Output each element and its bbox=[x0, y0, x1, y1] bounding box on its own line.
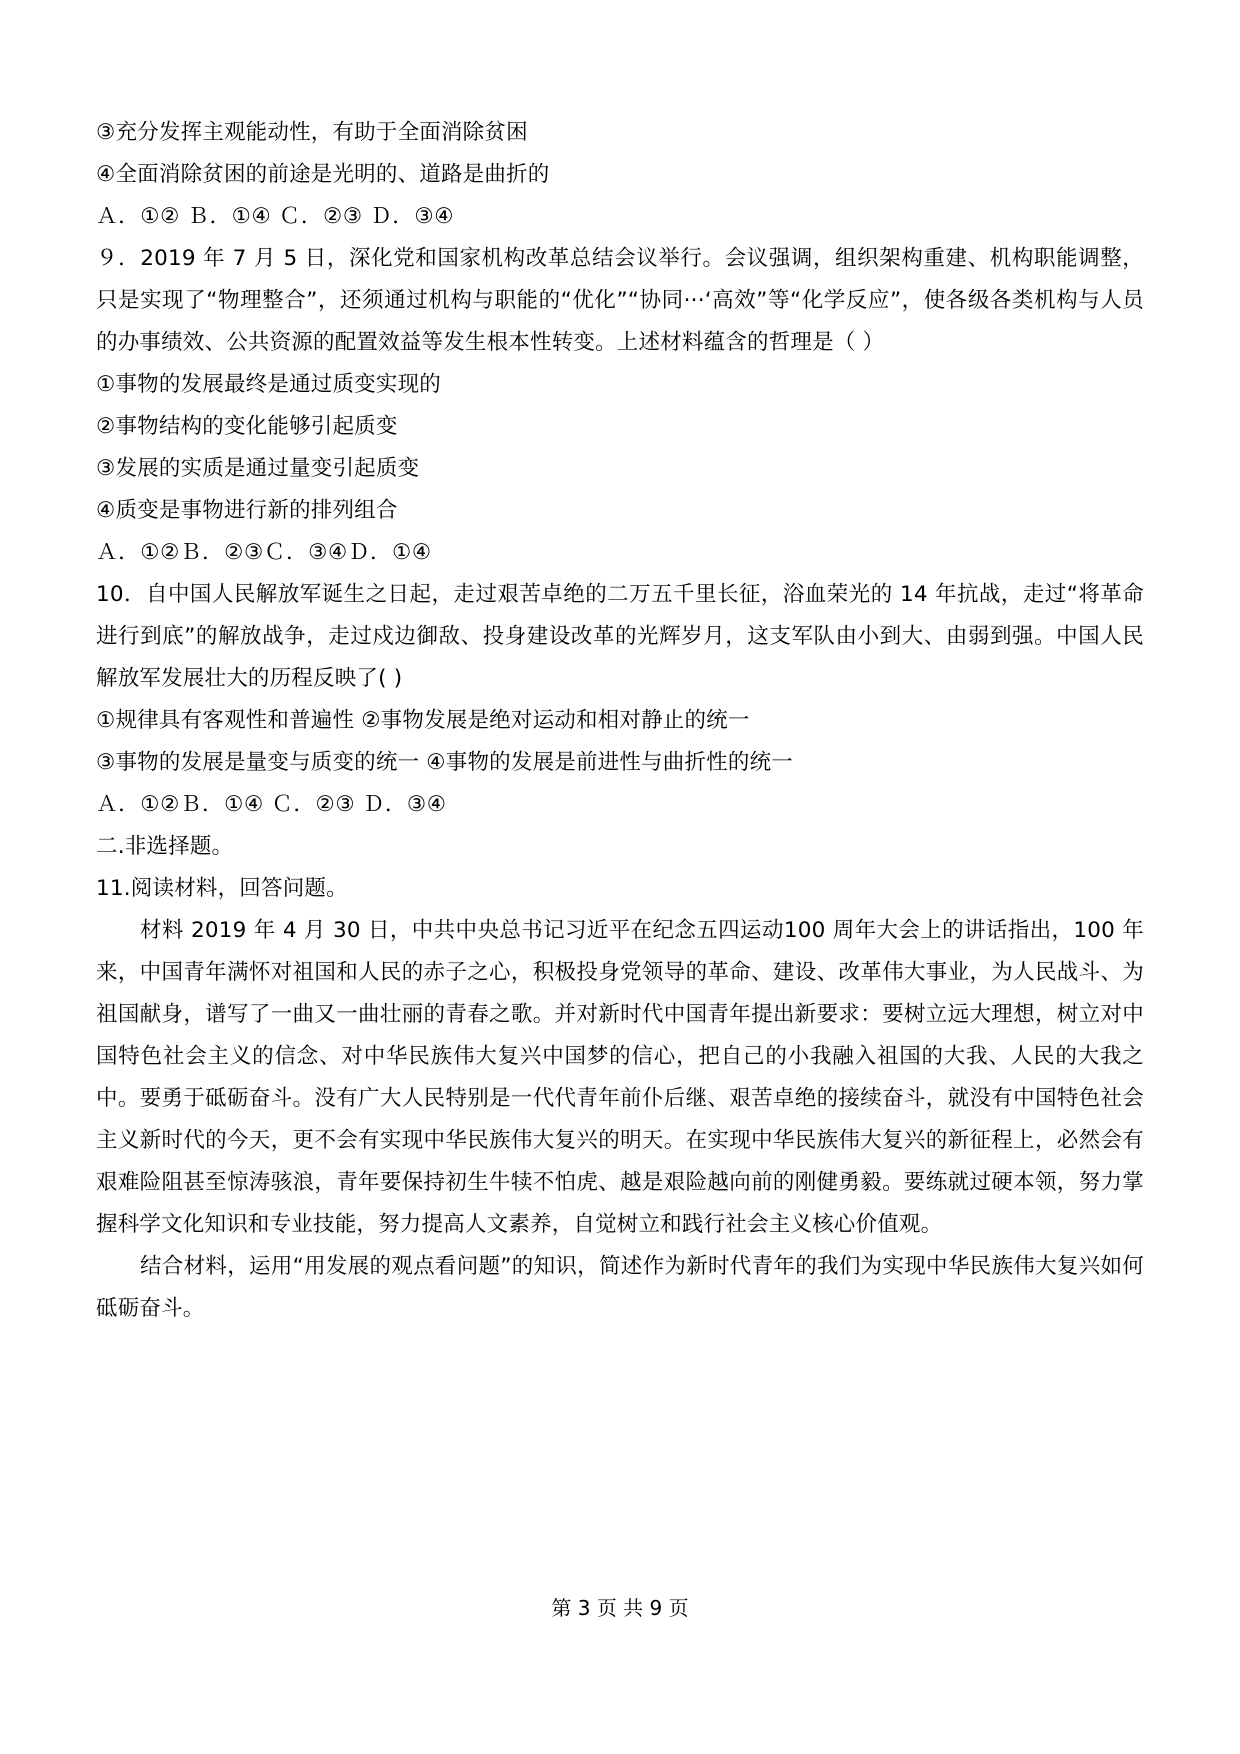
question-11-material: 材料 2019 年 4 月 30 日，中共中央总书记习近平在纪念五四运动100 周年大会上的讲话指出，100 年来，中国青年满怀对祖国和人民的赤子之心，积极投身党领导的革命、建设、改革伟大事业，为人民战斗、为祖国献身，谱写了一曲又一曲壮丽的青春之歌。并对新时代中国青年提出新要求：要树立远大理想，树立对中国特色社会主义的信念、对中华民族伟大复兴中国梦的信心，把自己的小我融入祖国的大我、人民的大我之中。要勇于砥砺奋斗。没有广大人民特别是一代代青年前仆后继、艰苦卓绝的接续奋斗，就没有中国特色社会主义新时代的今天，更不会有实现中华民族伟大复兴的明天。在实现中华民族伟大复兴的新征程上，必然会有艰难险阻甚至惊涛骇浪，青年要保持初生牛犊不怕虎、越是艰险越向前的刚健勇毅。要练就过硬本领，努力掌握科学文化知识和专业技能，努力提高人文素养，自觉树立和践行社会主义核心价值观。 bbox=[96, 918, 1144, 1237]
question-9-option-4: ④质变是事物进行新的排列组合 bbox=[96, 498, 398, 523]
question-8-option-4: ④全面消除贫困的前途是光明的、道路是曲折的 bbox=[96, 162, 550, 187]
question-9-answer-choices: Ａ．①②Ｂ．②③Ｃ．③④Ｄ．①④ bbox=[96, 540, 432, 565]
question-8-answer-choices: Ａ．①② Ｂ．①④ Ｃ．②③ Ｄ．③④ bbox=[96, 204, 455, 229]
question-9-stem: ９．2019 年 7 月 5 日，深化党和国家机构改革总结会议举行。会议强调，组织架构重建、机构职能调整，只是实现了“物理整合”，还须通过机构与职能的“优化”“协同···‘高效”等“化学反应”，使各级各类机构与人员的办事绩效、公共资源的配置效益等发生根本性转变。上述材料蕴含的哲理是（ ） bbox=[96, 246, 1144, 355]
question-10-options-1-2: ①规律具有客观性和普遍性 ②事物发展是绝对运动和相对静止的统一 bbox=[96, 708, 750, 733]
section-2-heading: 二.非选择题。 bbox=[96, 834, 234, 859]
question-9-option-1: ①事物的发展最终是通过质变实现的 bbox=[96, 372, 441, 397]
document-body bbox=[96, 112, 1144, 1330]
question-11-heading: 11.阅读材料，回答问题。 bbox=[96, 876, 348, 901]
question-10-options-3-4: ③事物的发展是量变与质变的统一 ④事物的发展是前进性与曲折性的统一 bbox=[96, 750, 793, 775]
page-footer: 第 3 页 共 9 页 bbox=[551, 1596, 689, 1620]
question-8-option-3: ③充分发挥主观能动性，有助于全面消除贫困 bbox=[96, 120, 528, 145]
question-10-answer-choices: Ａ．①②Ｂ．①④ Ｃ．②③ Ｄ．③④ bbox=[96, 792, 447, 817]
question-9-option-3: ③发展的实质是通过量变引起质变 bbox=[96, 456, 420, 481]
question-9-option-2: ②事物结构的变化能够引起质变 bbox=[96, 414, 398, 439]
question-10-stem: 10．自中国人民解放军诞生之日起，走过艰苦卓绝的二万五千里长征，浴血荣光的 14 年抗战，走过“将革命进行到底”的解放战争，走过戍边御敌、投身建设改革的光辉岁月，这支军队由小到大、由弱到强。中国人民解放军发展壮大的历程反映了( ) bbox=[96, 582, 1144, 691]
question-11-prompt: 结合材料，运用“用发展的观点看问题”的知识，简述作为新时代青年的我们为实现中华民族伟大复兴如何砥砺奋斗。 bbox=[96, 1254, 1144, 1321]
